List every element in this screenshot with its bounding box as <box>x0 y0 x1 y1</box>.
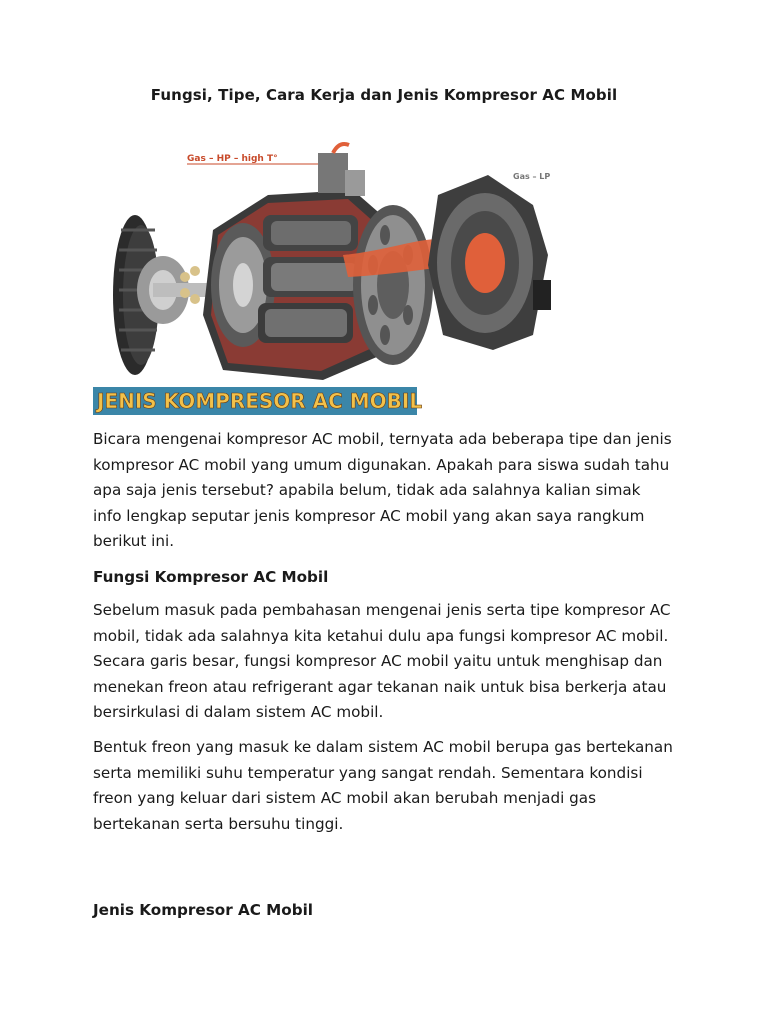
compressor-image <box>93 135 573 415</box>
compressor-illustration <box>93 135 573 415</box>
label-high-pressure: Gas – HP – high T° <box>187 154 278 164</box>
banner-title: JENIS KOMPRESOR AC MOBIL <box>97 389 423 413</box>
label-low-pressure: Gas – LP <box>513 172 551 181</box>
intro-paragraph: Bicara mengenai kompresor AC mobil, ternyata ada beberapa tipe dan jenis kompresor AC mobil yang umum digunakan. Apakah para siswa sudah tahu apa saja jenis tersebut? apabila belum, tidak ada salahnya kalian simak info lengkap seputar jenis kompresor AC mobil yang akan saya rangkum berikut ini. <box>93 430 672 551</box>
fungsi-paragraph-1: Sebelum masuk pada pembahasan mengenai jenis serta tipe kompresor AC mobil, tidak ada salahnya kita ketahui dulu apa fungsi kompresor AC mobil. Secara garis besar, fungsi kompresor AC mobil yaitu untuk menghisap dan menekan freon atau refrigerant agar tekanan naik untuk bisa berkerja atau bersirkulasi di dalam sistem AC mobil. <box>93 601 671 722</box>
fungsi-paragraph-2: Bentuk freon yang masuk ke dalam sistem AC mobil berupa gas bertekanan serta memiliki suhu temperatur yang sangat rendah. Sementara kondisi freon yang keluar dari sistem AC mobil akan berubah menjadi gas bertekanan serta bersuhu tinggi. <box>93 738 673 833</box>
document-title: Fungsi, Tipe, Cara Kerja dan Jenis Kompresor AC Mobil <box>150 86 618 104</box>
compressor-banner <box>93 387 422 415</box>
valve-plate-graphic <box>353 205 433 365</box>
heading-fungsi: Fungsi Kompresor AC Mobil <box>93 568 329 586</box>
heading-jenis: Jenis Kompresor AC Mobil <box>93 901 313 919</box>
